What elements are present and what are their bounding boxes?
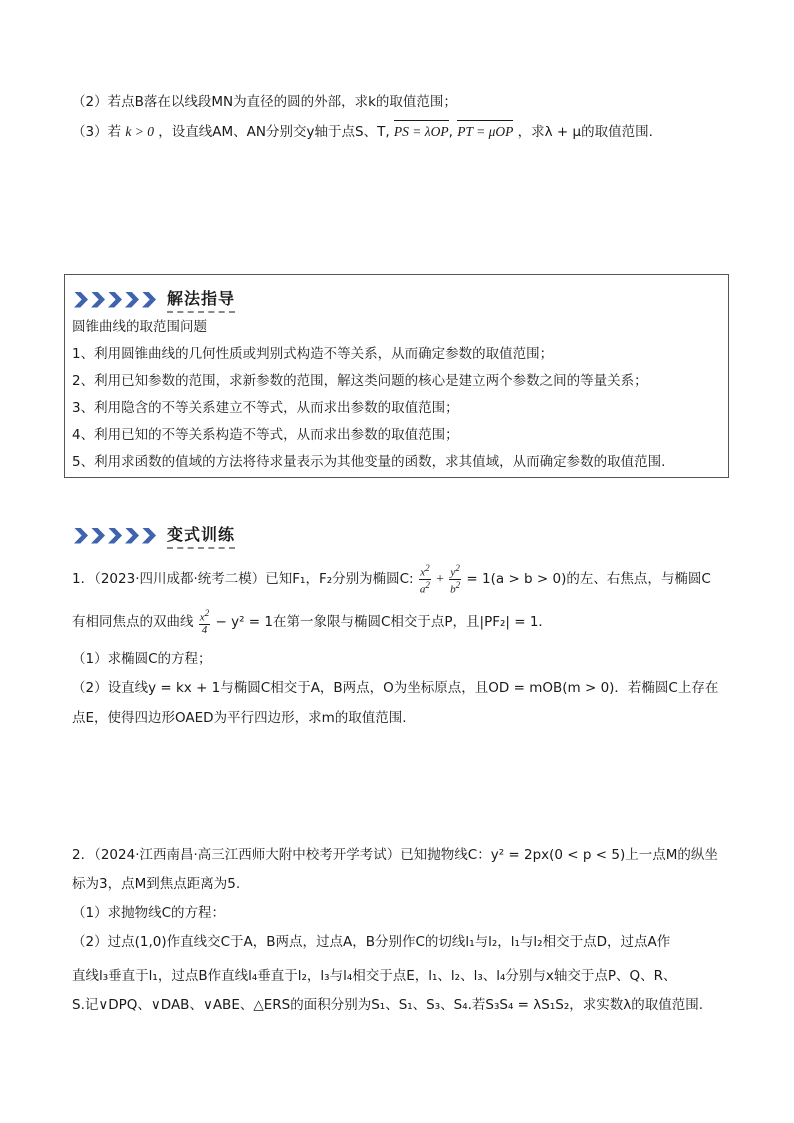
chevron-arrows-icon bbox=[74, 528, 159, 544]
problem-2-q2-line-1: （2）过点(1,0)作直线交C于A，B两点，过点A，B分别作C的切线l₁与l₂，l₁与l₂相交于点D，过点A作 bbox=[72, 934, 671, 950]
problem-1-intro: 1．（2023·四川成都·统考二模）已知F₁，F₂分别为椭圆C: bbox=[72, 571, 414, 588]
problem-2-line-1: 2．（2024·江西南昌·高三江西师大附中校考开学考试）已知抛物线C：y² = 2px(0 < p < 5)上一点M的纵坐 bbox=[72, 847, 718, 863]
practice-title: 变式训练 bbox=[167, 522, 235, 549]
guide-item-3: 3、利用隐含的不等关系建立不等式，从而求出参数的取值范围； bbox=[72, 400, 459, 416]
chevron-arrows-icon bbox=[74, 292, 159, 308]
problem-2-q2-line-2: 直线l₃垂直于l₁，过点B作直线l₄垂直于l₂，l₃与l₄相交于点E，l₁、l₂、l₃、l₄分别与x轴交于点P、Q、R、 bbox=[72, 968, 677, 984]
problem-1-line-1: 1．（2023·四川成都·统考二模）已知F₁，F₂分别为椭圆C: $\frac{x^2}{a^2}$ + $\frac{y^2}{b^2}$ = 1(a > b > 0)的左、右焦点，与椭圆C bbox=[72, 563, 711, 596]
problem-1-line-2 bbox=[72, 608, 552, 636]
problem-1-hyperbola-text: 有相同焦点的双曲线 bbox=[72, 613, 194, 630]
guide-banner bbox=[74, 286, 235, 313]
guide-heading: 圆锥曲线的取范围问题 bbox=[72, 319, 207, 335]
vector-equation-2: PT = μOP bbox=[457, 122, 513, 142]
fraction-x2-4: $\frac{x^2}{4}$ bbox=[199, 608, 210, 636]
problem-1-q2-line-2: 点E，使得四边形OAED为平行四边形，求m的取值范围. bbox=[72, 710, 407, 726]
problem-1-q1: （1）求椭圆C的方程； bbox=[72, 651, 212, 667]
question-3-prefix: （3）若 bbox=[72, 124, 122, 140]
vector-equation-1: PS = λOP bbox=[394, 122, 449, 142]
fraction-x2-a2: $\frac{x^2}{a^2}$ bbox=[419, 563, 430, 596]
guide-item-5: 5、利用求函数的值域的方法将待求量表示为其他变量的函数，求其值域，从而确定参数的取值范围. bbox=[72, 454, 666, 470]
guide-item-1: 1、利用圆锥曲线的几何性质或判别式构造不等关系，从而确定参数的取值范围； bbox=[72, 346, 554, 362]
question-3-condition: k > 0 bbox=[125, 124, 154, 139]
problem-1-q2-line-1: （2）设直线y = kx + 1与椭圆C相交于A，B两点，O为坐标原点，且OD = mOB(m > 0)．若椭圆C上存在 bbox=[72, 680, 719, 696]
problem-2-q2-line-3: S.记∨DPQ、∨DAB、∨ABE、△ERS的面积分别为S₁、S₁、S₃、S₄.若S₃S₄ = λS₁S₂，求实数λ的取值范围. bbox=[72, 997, 704, 1013]
practice-banner bbox=[74, 522, 235, 549]
question-3-mid: ，设直线AM、AN分别交y轴于点S、T, bbox=[158, 124, 390, 140]
fraction-y2-b2: $\frac{y^2}{b^2}$ bbox=[450, 563, 461, 596]
guide-item-4: 4、利用已知的不等关系构造不等式，从而求出参数的取值范围； bbox=[72, 427, 459, 443]
question-3-suffix: ，求λ + μ的取值范围. bbox=[517, 124, 653, 140]
guide-item-2: 2、利用已知参数的范围，求新参数的范围，解这类问题的核心是建立两个参数之间的等量关系； bbox=[72, 373, 648, 389]
question-2-text: （2）若点B落在以线段MN为直径的圆的外部，求k的取值范围； bbox=[72, 94, 457, 110]
problem-1-intro-cont: = 1(a > b > 0)的左、右焦点，与椭圆C bbox=[466, 571, 711, 588]
problem-2-q1: （1）求抛物线C的方程： bbox=[72, 905, 226, 921]
guide-title: 解法指导 bbox=[167, 286, 235, 313]
problem-2-line-2: 标为3，点M到焦点距离为5. bbox=[72, 876, 241, 892]
problem-1-hyperbola-cont: − y² = 1在第一象限与椭圆C相交于点P，且|PF₂| = 1． bbox=[215, 613, 552, 630]
question-3-line: （3）若 k > 0 ，设直线AM、AN分别交y轴于点S、T, PS = λOP, PT = μOP ，求λ + μ的取值范围. bbox=[72, 124, 653, 140]
